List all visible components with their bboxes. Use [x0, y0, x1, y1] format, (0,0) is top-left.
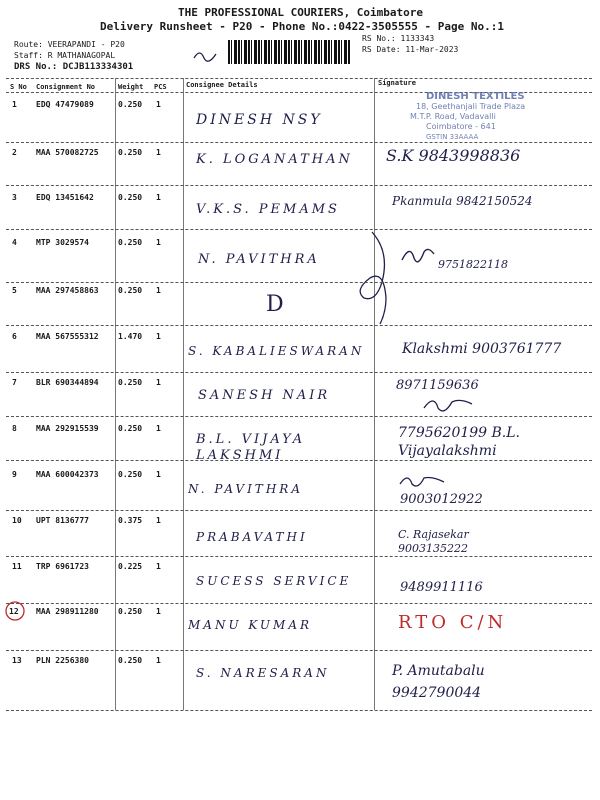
row-weight: 0.250 — [118, 424, 143, 433]
staff-label: Staff: R MATHANAGOPAL — [14, 51, 116, 60]
stamp-line: 18, Geethanjali Trade Plaza — [416, 102, 526, 111]
row-consignment: UPT 8136777 — [36, 516, 89, 525]
row-weight: 0.250 — [118, 100, 143, 109]
initials-scribble — [190, 44, 220, 66]
row-weight: 0.225 — [118, 562, 143, 571]
row-consignment: MAA 298911280 — [36, 607, 99, 616]
row-signature: P. Amutabalu 9942790044 — [392, 663, 485, 701]
row-weight: 0.250 — [118, 656, 143, 665]
row-consignment: TRP 6961723 — [36, 562, 89, 571]
row-sno: 3 — [12, 193, 17, 202]
row-signature: 7795620199 B.L. Vijayalakshmi — [398, 425, 521, 459]
barcode — [228, 40, 350, 64]
row-consignment: EDQ 13451642 — [36, 193, 94, 202]
row-consignment: MAA 292915539 — [36, 424, 99, 433]
row-sno: 13 — [12, 656, 22, 665]
row-pcs: 1 — [156, 516, 161, 525]
row-pcs: 1 — [156, 470, 161, 479]
row-sno: 1 — [12, 100, 17, 109]
pen-loop-mark — [352, 228, 394, 328]
row-sno: 4 — [12, 238, 17, 247]
row-rule — [6, 325, 592, 326]
row-rule — [6, 282, 592, 283]
col-signature: Signature — [378, 79, 416, 87]
row-consignee: S. KABALIESWARAN — [188, 344, 365, 358]
row-sno: 7 — [12, 378, 17, 387]
row-consignee: V.K.S. PEMAMS — [196, 202, 340, 217]
row-weight: 0.250 — [118, 286, 143, 295]
drs-number: DRS No.: DCJB113334301 — [14, 62, 134, 72]
row-pcs: 1 — [156, 656, 161, 665]
row-consignment: EDQ 47479089 — [36, 100, 94, 109]
stamp-line: GSTIN 33AAAA — [426, 133, 479, 141]
row-rule — [6, 556, 592, 557]
row-sno: 8 — [12, 424, 17, 433]
row-consignment: MAA 600042373 — [36, 470, 99, 479]
row-pcs: 1 — [156, 378, 161, 387]
row-consignee: K. LOGANATHAN — [196, 152, 353, 167]
row-consignee: S. NARESARAN — [196, 666, 330, 680]
row-sno: 6 — [12, 332, 17, 341]
row-rule — [6, 416, 592, 417]
row-weight: 0.250 — [118, 470, 143, 479]
row-sno: 11 — [12, 562, 22, 571]
row-sno: 9 — [12, 470, 17, 479]
table-bottom-rule — [6, 710, 592, 711]
row-signature: C. Rajasekar 9003135222 — [398, 528, 469, 555]
column-divider — [374, 78, 375, 710]
row-pcs: 1 — [156, 424, 161, 433]
row-consignee: DINESH NSY — [196, 112, 323, 128]
row-consignee: SUCESS SERVICE — [196, 574, 352, 588]
row-consignee: MANU KUMAR — [188, 618, 313, 632]
route-label: Route: VEERAPANDI - P20 — [14, 40, 125, 49]
row-pcs: 1 — [156, 238, 161, 247]
row-sno: 5 — [12, 286, 17, 295]
row-sno: 10 — [12, 516, 22, 525]
column-divider — [115, 78, 116, 710]
row-rule — [6, 460, 592, 461]
row-consignee: N. PAVITHRA — [188, 482, 303, 496]
row-signature: 9003012922 — [400, 492, 483, 507]
row-consignment: MAA 297458863 — [36, 286, 99, 295]
row-weight: 0.250 — [118, 378, 143, 387]
row-pcs: 1 — [156, 332, 161, 341]
header-top-rule — [6, 78, 592, 79]
stamp-line: M.T.P. Road, Vadavalli — [410, 112, 496, 121]
row-signature: Klakshmi 9003761777 — [402, 341, 562, 357]
row-sno: 12 — [9, 607, 19, 616]
row-pcs: 1 — [156, 607, 161, 616]
signature-scribble — [398, 472, 448, 490]
row-rule — [6, 229, 592, 230]
row-signature: Pkanmula 9842150524 — [392, 194, 533, 208]
row-rule — [6, 142, 592, 143]
row-rule — [6, 372, 592, 373]
row-weight: 0.375 — [118, 516, 143, 525]
row-weight: 0.250 — [118, 193, 143, 202]
row-consignee: PRABAVATHI — [196, 530, 308, 544]
row-signature: 9751822118 — [438, 258, 508, 271]
row-weight: 0.250 — [118, 148, 143, 157]
document-title: THE PROFESSIONAL COURIERS, Coimbatore — [178, 6, 424, 19]
row-consignment: MTP 3029574 — [36, 238, 89, 247]
col-consignee: Consignee Details — [186, 81, 258, 89]
stamp-line: DINESH TEXTILES — [426, 91, 525, 102]
row-rule — [6, 650, 592, 651]
row-sno: 2 — [12, 148, 17, 157]
row-consignee: D — [266, 292, 284, 317]
row-consignee: SANESH NAIR — [198, 388, 331, 403]
row-signature: S.K 9843998836 — [386, 146, 521, 165]
row-consignment: PLN 2256380 — [36, 656, 89, 665]
col-sno: S No — [10, 83, 27, 91]
row-consignee: B.L. VIJAYA LAKSHMI — [196, 432, 306, 463]
signature-scribble — [400, 242, 436, 268]
row-consignee: N. PAVITHRA — [198, 252, 320, 267]
row-weight: 1.470 — [118, 332, 143, 341]
col-weight: Weight — [118, 83, 144, 91]
row-pcs: 1 — [156, 286, 161, 295]
row-signature: 8971159636 — [396, 378, 479, 393]
rs-date: RS Date: 11-Mar-2023 — [362, 45, 459, 54]
row-pcs: 1 — [156, 148, 161, 157]
row-pcs: 1 — [156, 100, 161, 109]
col-consignment: Consignment No — [36, 83, 96, 91]
document-subtitle: Delivery Runsheet - P20 - Phone No.:0422-3505555 - Page No.:1 — [100, 20, 504, 33]
row-weight: 0.250 — [118, 238, 143, 247]
row-consignment: BLR 690344894 — [36, 378, 99, 387]
row-rule — [6, 185, 592, 186]
col-pcs: PCS — [154, 83, 167, 91]
dinesh-textiles-stamp — [396, 92, 546, 142]
row-consignment: MAA 570082725 — [36, 148, 99, 157]
row-pcs: 1 — [156, 562, 161, 571]
signature-scribble — [420, 396, 480, 414]
row-rule — [6, 510, 592, 511]
column-divider — [183, 78, 184, 710]
row-rule — [6, 603, 592, 604]
row-weight: 0.250 — [118, 607, 143, 616]
row-consignment: MAA 567555312 — [36, 332, 99, 341]
row-signature: 9489911116 — [400, 580, 483, 595]
rs-number: RS No.: 1133343 — [362, 34, 435, 43]
row-signature: RTO C/N — [398, 612, 508, 633]
stamp-line: Coimbatore - 641 — [426, 122, 496, 131]
row-pcs: 1 — [156, 193, 161, 202]
